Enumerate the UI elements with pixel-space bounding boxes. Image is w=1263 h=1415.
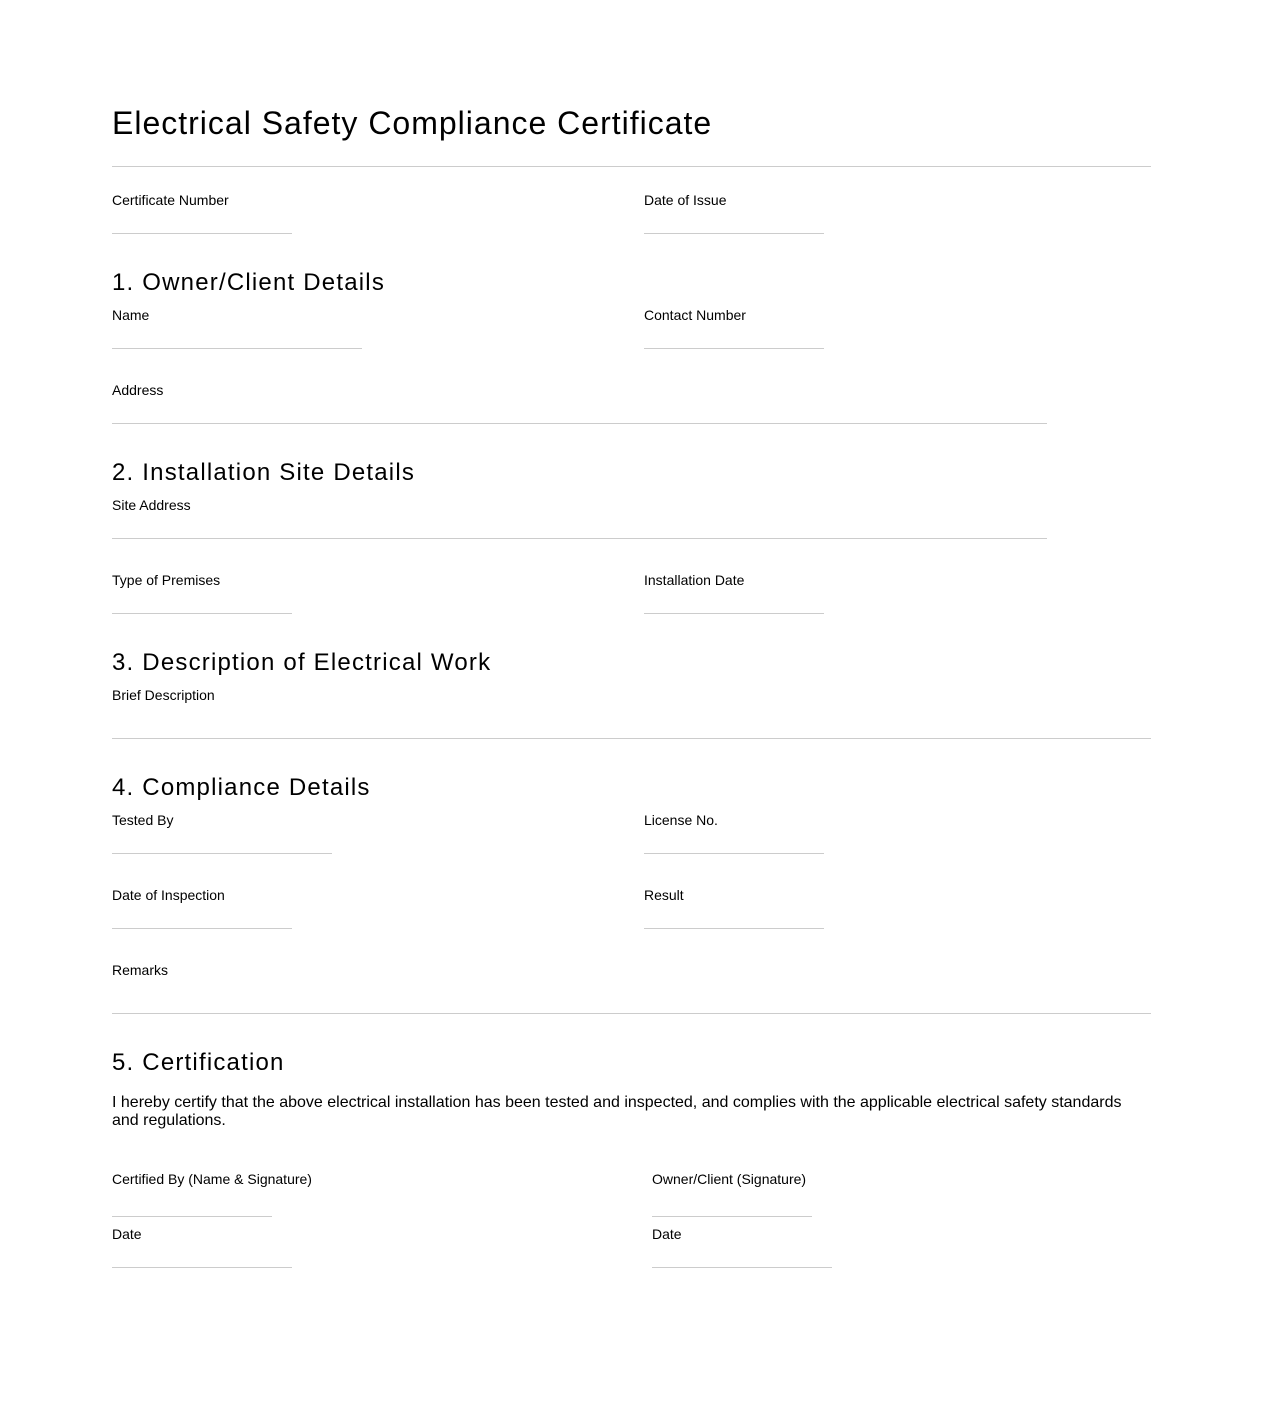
certificate-number-label: Certificate Number	[112, 192, 229, 208]
certified-by-signature-field[interactable]	[112, 1216, 272, 1217]
brief-description-field[interactable]	[112, 738, 1151, 739]
result-field[interactable]	[644, 928, 824, 929]
section-installation-site-heading: 2. Installation Site Details	[112, 459, 416, 486]
address-field[interactable]	[112, 423, 1047, 424]
license-no-label: License No.	[644, 812, 718, 828]
result-label: Result	[644, 887, 684, 903]
type-of-premises-label: Type of Premises	[112, 572, 221, 588]
date-of-inspection-label: Date of Inspection	[112, 887, 225, 903]
date-of-issue-label: Date of Issue	[644, 192, 727, 208]
tested-by-field[interactable]	[112, 853, 332, 854]
installation-date-label: Installation Date	[644, 572, 745, 588]
certification-statement: I hereby certify that the above electrical installation has been tested and inspected, and complies with the applicable electrical safety standards and regulations.	[112, 1094, 1122, 1129]
name-label: Name	[112, 307, 150, 323]
section-compliance-heading: 4. Compliance Details	[112, 774, 371, 801]
contact-number-label: Contact Number	[644, 307, 746, 323]
owner-date-field[interactable]	[652, 1267, 832, 1268]
date-of-inspection-field[interactable]	[112, 928, 292, 929]
title-divider	[112, 166, 1151, 167]
site-address-label: Site Address	[112, 497, 191, 513]
date-of-issue-field[interactable]	[644, 233, 824, 234]
brief-description-label: Brief Description	[112, 687, 215, 703]
owner-signature-label: Owner/Client (Signature)	[652, 1171, 807, 1187]
certifier-date-label: Date	[112, 1226, 142, 1242]
owner-signature-field[interactable]	[652, 1216, 812, 1217]
certificate-number-field[interactable]	[112, 233, 292, 234]
certificate-title: Electrical Safety Compliance Certificate	[112, 105, 713, 141]
certified-by-label: Certified By (Name & Signature)	[112, 1171, 312, 1187]
remarks-label: Remarks	[112, 962, 169, 978]
section-owner-client-heading: 1. Owner/Client Details	[112, 269, 386, 296]
owner-date-label: Date	[652, 1226, 682, 1242]
site-address-field[interactable]	[112, 538, 1047, 539]
installation-date-field[interactable]	[644, 613, 824, 614]
tested-by-label: Tested By	[112, 812, 174, 828]
license-no-field[interactable]	[644, 853, 824, 854]
certifier-date-field[interactable]	[112, 1267, 292, 1268]
contact-number-field[interactable]	[644, 348, 824, 349]
address-label: Address	[112, 382, 164, 398]
type-of-premises-field[interactable]	[112, 613, 292, 614]
name-field[interactable]	[112, 348, 362, 349]
section-description-heading: 3. Description of Electrical Work	[112, 649, 492, 676]
remarks-field[interactable]	[112, 1013, 1151, 1014]
section-certification-heading: 5. Certification	[112, 1049, 285, 1076]
